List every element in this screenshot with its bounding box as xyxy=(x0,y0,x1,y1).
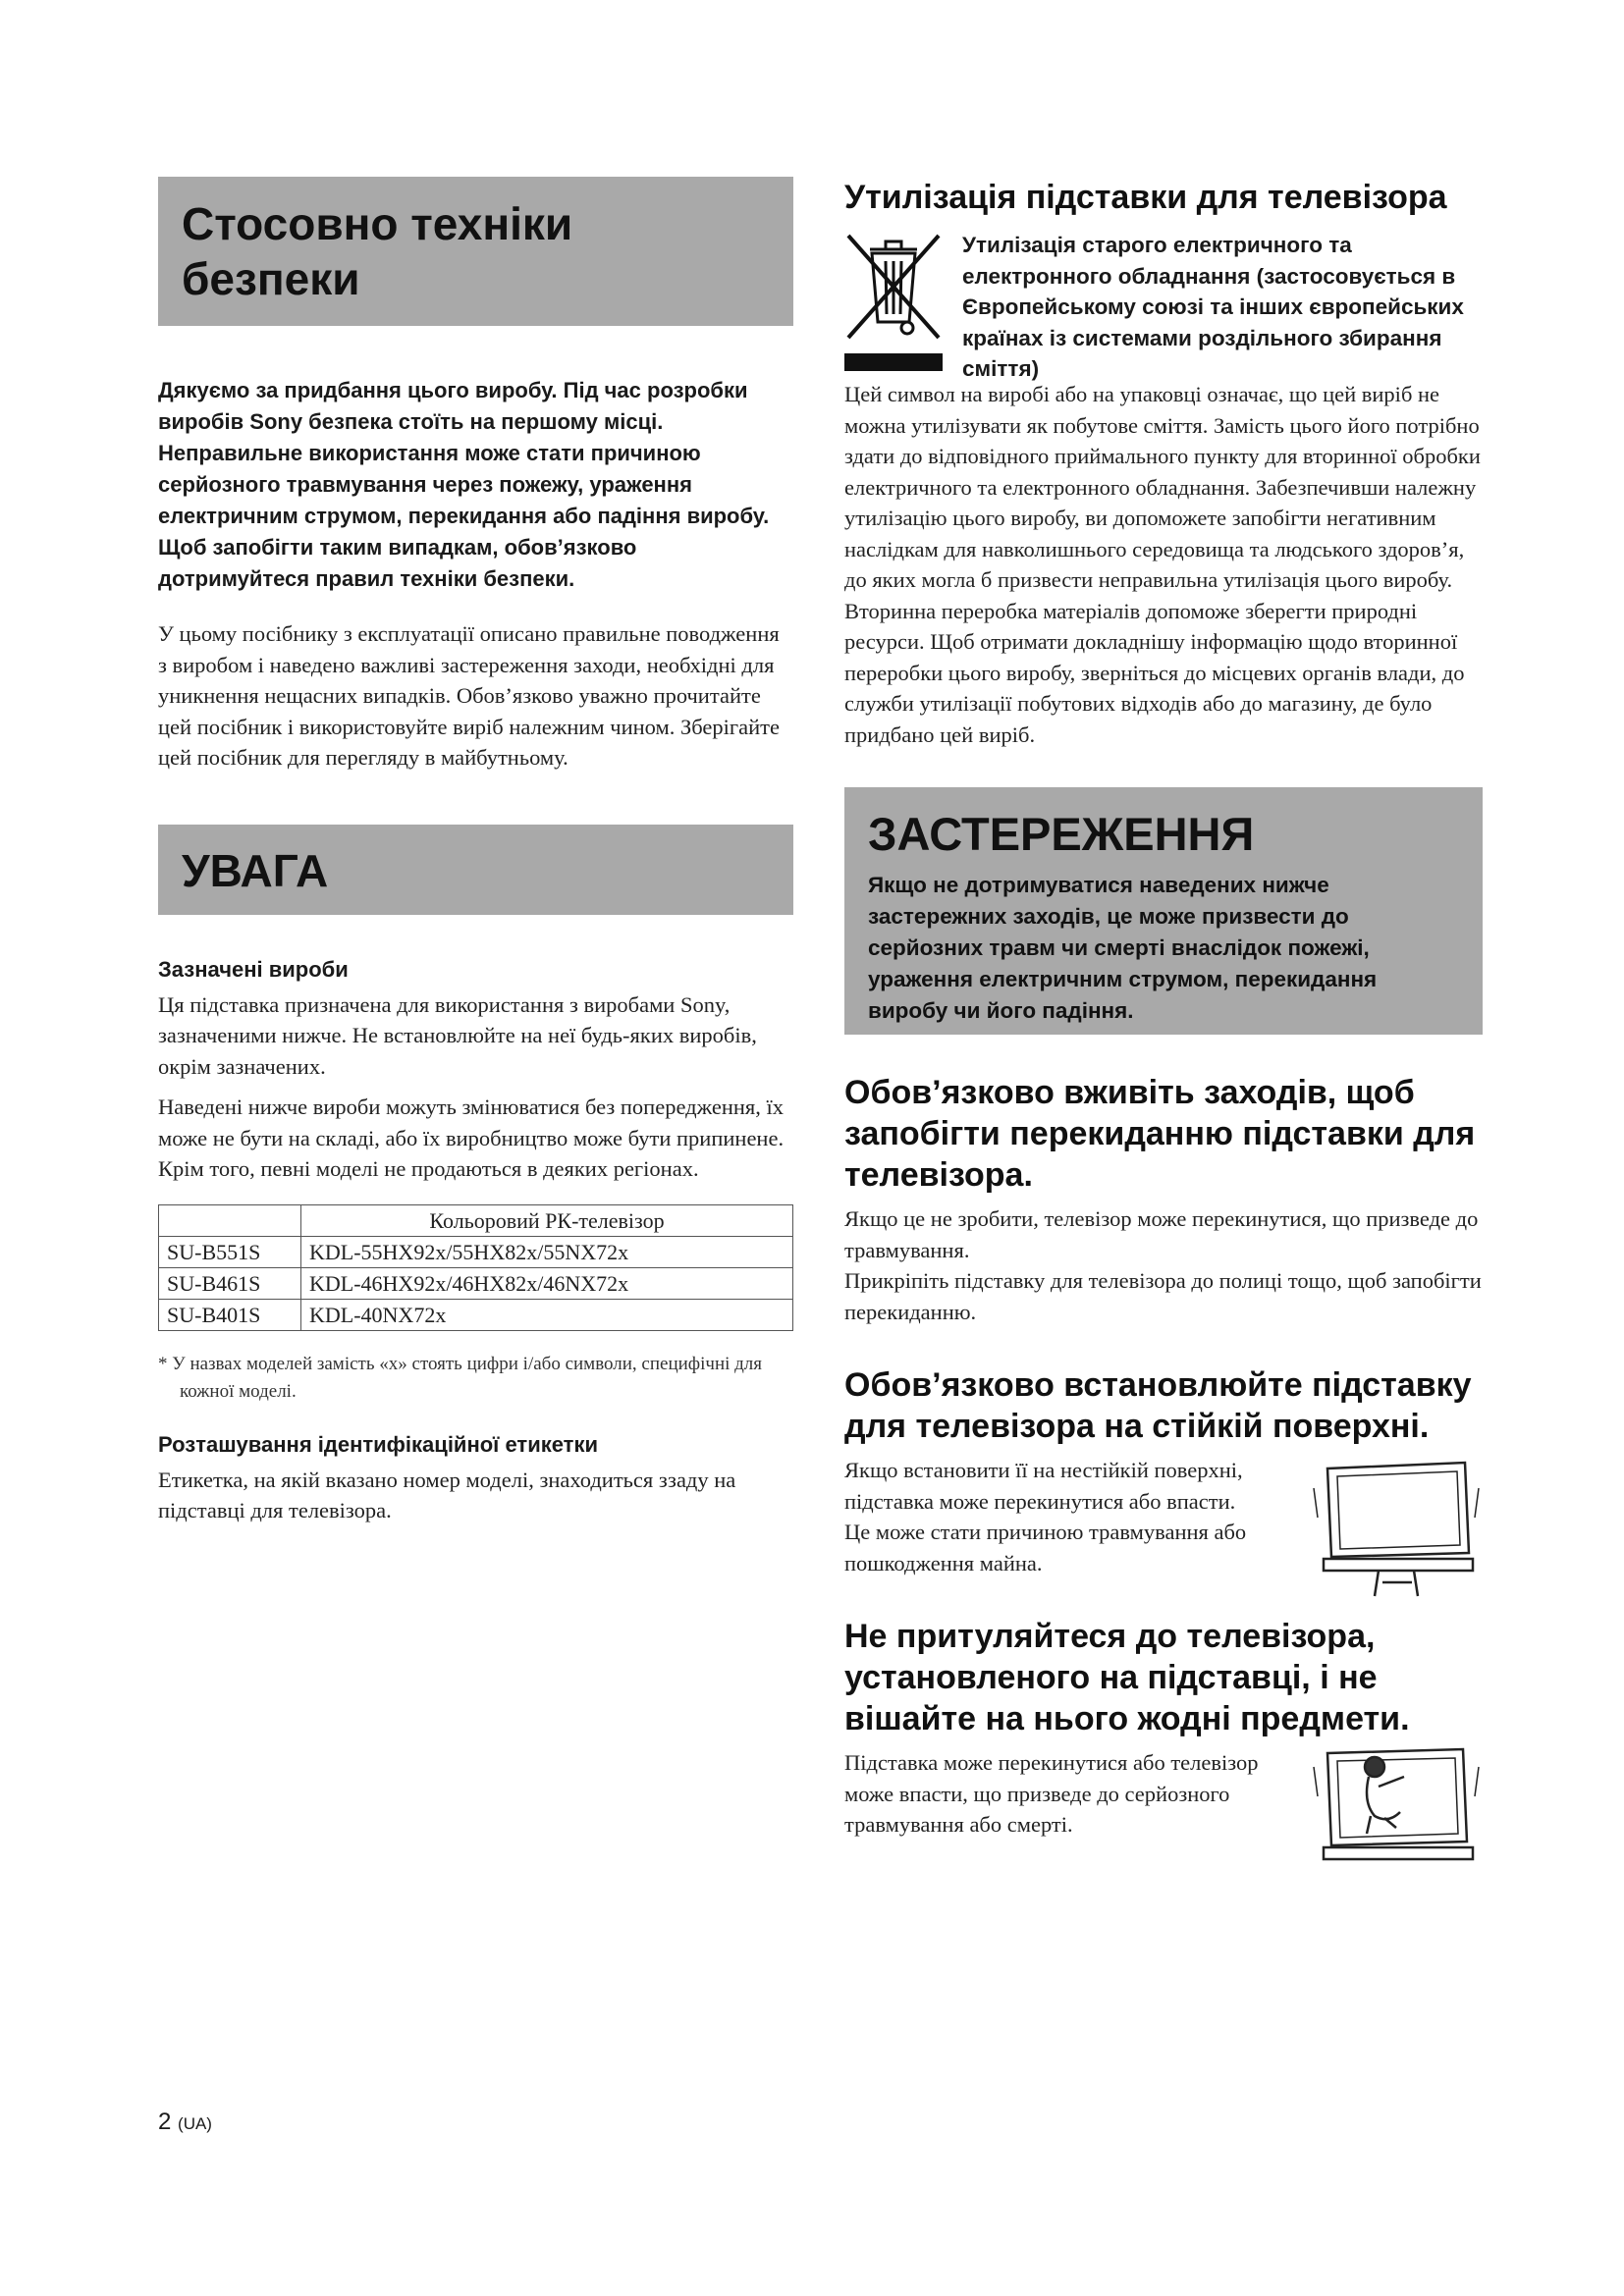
no-leaning-body: Підставка може перекинутися або телевізор може впасти, що призведе до серйозного травмування або смерті. xyxy=(844,1750,1259,1837)
right-column xyxy=(844,177,1483,1841)
safety-title: Стосовно техніки безпеки xyxy=(182,198,573,304)
intro-body-text: У цьому посібнику з експлуатації описано правильне поводження з виробом і наведено важливі застереження заходи, необхідні для уникнення нещасних випадків. Обов’язково уважно прочитайте цей посібник і використовуйте виріб належним чином. Зберігайте цей посібник для перегляду в майбутньому. xyxy=(158,621,780,770)
stable-surface-body: Якщо встановити її на нестійкій поверхні, підставка може перекинутися або впасти. Це може стати причиною травмування або пошкодження майна. xyxy=(844,1458,1247,1575)
label-heading: Розташування ідентифікаційної етикетки xyxy=(158,1431,598,1457)
products-heading: Зазначені вироби xyxy=(158,956,349,982)
no-leaning-section xyxy=(844,1616,1483,1841)
table-row xyxy=(159,1267,793,1299)
crossed-out-bin-icon xyxy=(844,232,943,373)
stable-surface-title: Обов’язково встановлюйте підставку для телевізора на стійкій поверхні. xyxy=(844,1366,1472,1445)
disposal-subtitle: Утилізація старого електричного та електронного обладнання (застосовується в Європейському союзі та інших європейських країнах із системами роздільного збирання сміття) xyxy=(962,233,1464,381)
table-cell-tv: KDL-40NX72x xyxy=(301,1299,793,1330)
products-paragraph-2: Наведені нижче вироби можуть змінюватися без попередження, їх може не бути на складі, або їх виробництво може бути припинене. xyxy=(158,1095,785,1150)
products-paragraph-3: Крім того, певні моделі не продаються в деяких регіонах. xyxy=(158,1156,699,1181)
table-cell-stand: SU-B551S xyxy=(159,1236,301,1267)
tip-over-section xyxy=(844,1072,1483,1327)
page-number: 2 (UA) xyxy=(158,2109,212,2135)
tip-over-body-1: Якщо це не зробити, телевізор може перекинутися, що призведе до травмування. xyxy=(844,1206,1479,1262)
weee-block xyxy=(844,230,1483,381)
table-row xyxy=(159,1236,793,1267)
products-paragraph-1: Ця підставка призначена для використання з виробами Sony, зазначеними нижче. Не встановлюйте на неї будь-яких виробів, окрім зазначених. xyxy=(158,991,757,1079)
disposal-body: Цей символ на виробі або на упаковці означає, що цей виріб не можна утилізувати як побутове сміття. Замість цього його потрібно здати до відповідного приймального пункту для вторинної обробки електричного та електронного обладнання. Забезпечивши належну утилізацію цього виробу, ви допоможете запобігти негативним наслідкам для навколишнього середовища та людського здоров’я, до яких могла б призвести неправильна утилізація цього виробу. Вторинна переробка матеріалів допоможе зберегти природні ресурси. Щоб отримати докладнішу інформацію щодо вторинної переробки цього виробу, зверніться до місцевих органів влади, до служби утилізації побутових відходів або до магазину, де було придбано цей виріб. xyxy=(844,382,1481,747)
table-row xyxy=(159,1299,793,1330)
table-header-cell xyxy=(159,1204,301,1236)
caution-title: ЗАСТЕРЕЖЕННЯ xyxy=(868,808,1255,860)
stable-surface-section xyxy=(844,1364,1483,1578)
tip-over-title: Обов’язково вживіть заходів, щоб запобігти перекиданню підставки для телевізора. xyxy=(844,1074,1476,1194)
table-cell-stand: SU-B461S xyxy=(159,1267,301,1299)
disposal-title: Утилізація підставки для телевізора xyxy=(844,179,1447,216)
table-cell-tv: KDL-55HX92x/55HX82x/55NX72x xyxy=(301,1236,793,1267)
table-header-row xyxy=(159,1204,793,1236)
label-body: Етикетка, на якій вказано номер моделі, знаходиться ззаду на підставці для телевізора. xyxy=(158,1467,736,1522)
table-cell-stand: SU-B401S xyxy=(159,1299,301,1330)
caution-body: Якщо не дотримуватися наведених нижче застережних заходів, це може призвести до серйозних травм чи смерті внаслідок пожежі, ураження електричним струмом, перекидання виробу чи його падіння. xyxy=(868,873,1378,1023)
models-table xyxy=(158,1204,793,1331)
warning-banner xyxy=(158,825,793,915)
warning-title: УВАГА xyxy=(182,844,329,896)
hanging-child-illustration xyxy=(1310,1747,1483,1885)
intro-bold-text: Дякуємо за придбання цього виробу. Під час розробки виробів Sony безпека стоїть на першому місці. Неправильне використання може стати причиною серйозного травмування через пожежу, ураження електричним струмом, перекидання або падіння виробу. Щоб запобігти таким випадкам, обов’язково дотримуйтеся правил техніки безпеки. xyxy=(158,378,770,591)
tip-over-body-2: Прикріпіть підставку для телевізора до полиці тощо, щоб запобігти перекиданню. xyxy=(844,1268,1482,1324)
safety-banner xyxy=(158,177,793,326)
left-column xyxy=(158,177,793,1526)
table-header-cell: Кольоровий РК-телевізор xyxy=(301,1204,793,1236)
table-cell-tv: KDL-46HX92x/46HX82x/46NX72x xyxy=(301,1267,793,1299)
no-leaning-title: Не притуляйтеся до телевізора, установленого на підставці, і не вішайте на нього жодні предмети. xyxy=(844,1618,1410,1737)
caution-banner xyxy=(844,787,1483,1035)
unstable-tv-illustration xyxy=(1310,1459,1483,1606)
table-footnote: * У назвах моделей замість «x» стоять цифри і/або символи, специфічні для кожної моделі. xyxy=(158,1353,763,1402)
